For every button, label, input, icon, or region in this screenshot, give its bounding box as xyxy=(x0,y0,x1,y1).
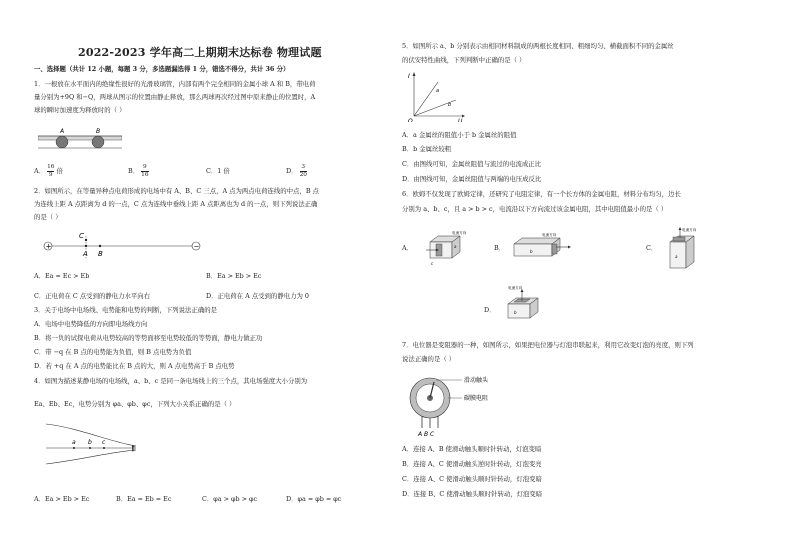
svg-text:b: b xyxy=(514,310,517,315)
origin-label: O xyxy=(408,118,413,122)
q7-option-d[interactable]: D．连接 B、C 使滑动触头顺时针转动，灯泡变暗 xyxy=(402,490,543,498)
axis-i-label: I xyxy=(408,73,410,80)
q7-potentiometer-figure xyxy=(404,368,514,440)
q2-line: 为连线上距 A 点距离为 d 的一点，C 点为连线中垂线上距 A 点距离也为 d 的一点，则下列说法正确 xyxy=(34,200,318,208)
q6-block-b xyxy=(508,230,574,266)
point-c-label: C xyxy=(79,232,84,240)
q7-option-a[interactable]: A．连接 A、B 使滑动触头顺时针转动，灯泡变暗 xyxy=(402,445,542,453)
q6-option-b[interactable]: B． xyxy=(494,244,506,252)
q2-option-c[interactable]: C．正电荷在 C 点受到的静电力水平向右 xyxy=(34,292,151,300)
q6-option-a[interactable]: A． xyxy=(402,244,414,252)
q4-option-a[interactable]: A．Ea > Eb > Ec xyxy=(34,495,90,503)
q5-iu-graph xyxy=(406,70,466,122)
q5-option-b[interactable]: B．b 金属丝较粗 xyxy=(402,145,452,153)
point-a-label: a xyxy=(72,439,76,446)
q2-line: 的是（ ） xyxy=(34,213,62,221)
point-b-label: b xyxy=(88,439,92,446)
q3-option-b[interactable]: B．将一负的试探电荷从电势较高的等势面移至电势较低的等势面，静电力做正功 xyxy=(34,334,263,342)
current-direction-label: 电流方向 xyxy=(682,228,697,232)
q1-option-d[interactable]: D． $\frac{3}{20}$ xyxy=(286,164,307,178)
q6-block-a xyxy=(422,230,474,270)
q1-line: 球的瞬时加速度为释放时的（ ） xyxy=(34,106,126,114)
q4-line: 4．如图为描述某静电场的电场线，a、b、c 是同一条电场线上的三个点，其电场强度大小分别为 xyxy=(34,377,308,385)
point-a-label: A xyxy=(83,250,88,258)
point-c-label: c xyxy=(102,439,106,446)
line-b-label: b xyxy=(448,102,452,108)
tube xyxy=(38,136,122,140)
film-resistor-label: 碳膜电阻 xyxy=(464,395,489,402)
q3-option-a[interactable]: A．电场中电势降低的方向即电场线方向 xyxy=(34,320,148,328)
q3-option-d[interactable]: D．若 +q 在 A 点的电势能比在 B 点的大，则 A 点电势高于 B 点电势 xyxy=(34,362,235,370)
q1-line: 量分别为+9Q 和−Q，两球从图示的位置由静止释放，那么两球再次经过图中原来静止的位置时，A xyxy=(34,93,316,101)
q3-stem: 3．关于电场中电场线、电势能和电势的判断，下列说法正确的是 xyxy=(34,306,218,314)
q6-block-d xyxy=(500,284,550,330)
ball-b-label: B xyxy=(96,128,101,135)
q2-option-a[interactable]: A．Ea = Ec > Eb xyxy=(34,272,90,280)
q7-line: 说法正确的是（ ） xyxy=(402,355,456,363)
current-direction-label: 电流方向 xyxy=(452,231,467,235)
q7-option-b[interactable]: B．连接 A、C 使滑动触头逆时针转动，灯泡变亮 xyxy=(402,460,542,468)
svg-text:b: b xyxy=(530,249,533,254)
q6-block-c xyxy=(660,226,710,276)
q4-option-d[interactable]: D．φa = φb = φc xyxy=(286,495,342,503)
svg-text:c: c xyxy=(431,261,434,266)
section-heading: 一、选择题（共计 12 小题，每题 3 分，多选题漏选得 1 分，错选不得分，共计 36 分） xyxy=(34,65,290,73)
q1-option-a[interactable]: A． $\frac{16}{9}$ 倍 xyxy=(34,164,63,178)
q1-glass-tube-figure xyxy=(38,126,122,152)
q1-option-b[interactable]: B． $\frac{9}{16}$ xyxy=(128,164,149,178)
q6-option-c[interactable]: C． xyxy=(646,244,658,252)
q4-option-b[interactable]: B．Ea = Eb = Ec xyxy=(116,495,172,503)
q7-option-c[interactable]: C．连接 A、C 使滑动触头顺时针转动，灯泡变暗 xyxy=(402,475,542,483)
minus-sign: − xyxy=(193,242,200,251)
plus-sign: + xyxy=(45,242,52,251)
svg-text:a: a xyxy=(675,254,678,259)
q2-option-b[interactable]: B．Ea > Eb > Ec xyxy=(206,272,262,280)
q1-line: 1．一根放在水平面内的绝缘性很好的光滑玻璃管，内部有两个完全相同的金属小球 A 和 B，带电荷 xyxy=(34,80,316,88)
q6-line: 分别为 a、b、c，且 a > b > c，电流沿以下方向流过该金属电阻，其中电阻值最小的是（ ） xyxy=(402,205,668,213)
q5-line: 5．如图所示 a、b 分别表示由相同材料制成的两根长度相同、粗细均匀、横截面积不同的金属丝 xyxy=(402,42,674,50)
ball-a-label: A xyxy=(60,128,65,135)
q4-option-c[interactable]: C．φa > φb > φc xyxy=(202,495,258,503)
svg-text:a: a xyxy=(454,244,457,249)
q2-option-d[interactable]: D．正电荷在 A 点受到的静电力为 0 xyxy=(206,292,309,300)
q5-option-d[interactable]: D．由图线可知，金属丝阻值与两端的电压成反比 xyxy=(402,175,542,183)
ball-b xyxy=(92,136,104,148)
q1-option-c[interactable]: C．1 倍 xyxy=(206,167,230,175)
current-direction-label: 电流方向 xyxy=(542,233,557,237)
page-title: 2022-2023 学年高二上期期末达标卷 物理试题 xyxy=(78,46,322,59)
q2-dipole-figure xyxy=(42,228,202,262)
point-b-label: B xyxy=(98,250,103,258)
slider-label: 滑动触头 xyxy=(464,377,489,384)
terminals-label: A B C xyxy=(418,431,435,438)
q2-line: 2．如图所示，在等量异种点电荷形成的电场中有 A、B、C 三点，A 点为两点电荷连线的中点，B 点 xyxy=(34,187,319,195)
q6-line: 6．欧姆不仅发现了欧姆定律，还研究了电阻定律，有一个长方体的金属电阻，材料分布均匀，边长 xyxy=(402,190,681,198)
q5-option-a[interactable]: A．a 金属丝的阻值小于 b 金属丝的阻值 xyxy=(402,131,517,139)
q7-line: 7．电位器是变阻器的一种，如图所示，如果把电位器与灯泡串联起来，利用它改变灯泡的亮度，则下列 xyxy=(402,341,694,349)
q3-option-c[interactable]: C．带 −q 在 B 点的电势能为负值，则 B 点电势为负值 xyxy=(34,348,192,356)
q5-line: 的伏安特性曲线，下列判断中正确的是（ ） xyxy=(402,56,526,64)
line-a-label: a xyxy=(436,88,440,94)
current-direction-label: 电流方向 xyxy=(508,286,523,290)
q5-option-c[interactable]: C．由图线可知，金属丝阻值与流过的电流成正比 xyxy=(402,160,542,168)
q6-option-d[interactable]: D． xyxy=(484,306,496,314)
axis-u-label: U xyxy=(458,118,463,122)
q4-field-lines-figure xyxy=(40,416,140,466)
ball-a xyxy=(56,136,68,148)
q4-line: Ea、Eb、Ec，电势分别为 φa、φb、φc，下列大小关系正确的是（ ） xyxy=(34,400,236,408)
